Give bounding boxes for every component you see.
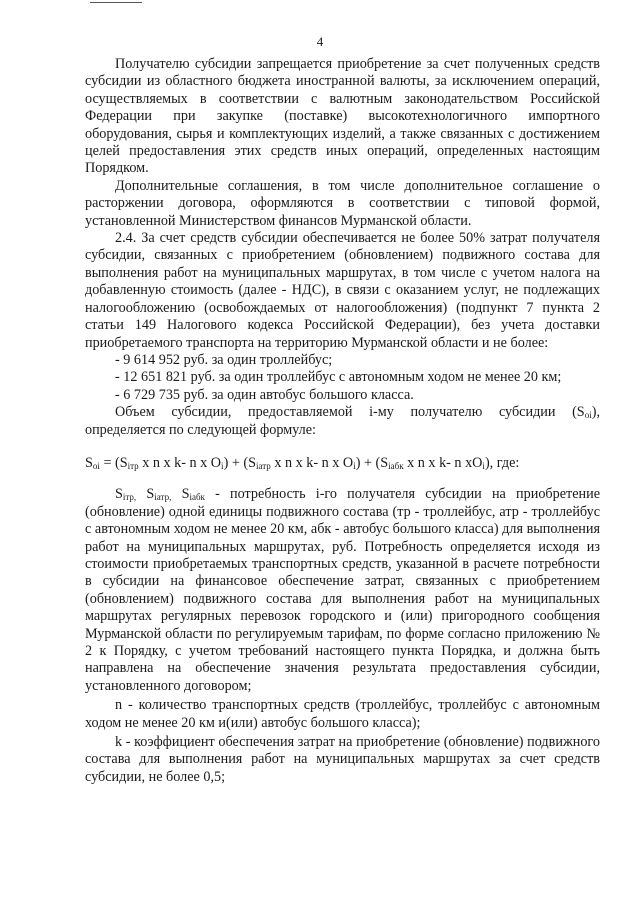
- list-item-trolleybus: - 9 614 952 руб. за один троллейбус;: [115, 351, 333, 368]
- paragraph-currency-prohibition: Получателю субсидии запрещается приобретение за счет полученных средств субсидии из областного бюджета иностранной валюты, за исключением операций, осуществляемых в соответствии с валютным законодательством Российской Федерации при закупке (поставке) высокотехнологичного импортного оборудования, сырья и комплектующих изделий, а также связанных с достижением целей предоставления этих средств иных операций, определенных настоящим Порядком.: [85, 56, 600, 177]
- definition-n: n - количество транспортных средств (троллейбус, троллейбус с автономным ходом не менее 20 км и(или) автобус большого класса);: [85, 697, 600, 731]
- list-item-bus: - 6 729 735 руб. за один автобус большого класса.: [115, 386, 414, 403]
- paragraph-clause-2-4: 2.4. За счет средств субсидии обеспечивается не более 50% затрат получателя субсидии, связанных с приобретением (обновлением) подвижного состава для выполнения работ на муниципальных маршрутах, в том числе с учетом налога на добавленную стоимость (далее - НДС), в связи с оказанием услуг, не подлежащих налогообложению (освобождаемых от налогообложения) (подпункт 7 пункта 2 статьи 149 Налогового кодекса Российской Федерации), без учета доставки приобретаемого транспорта на территорию Мурманской области и не более:: [85, 230, 600, 351]
- list-item-autonomous-trolleybus: - 12 651 821 руб. за один троллейбус с автономным ходом не менее 20 км;: [115, 369, 562, 386]
- definition-s: $S_{iтр,}$ $S_{iатр,}$ $S_{iабк}$ - потребность i-го получателя субсидии на приобретение (обновление) одной единицы подвижного состава (тр - троллейбус, атр - троллейбус с автономным ходом не менее 20 км, абк - автобус большого класса) для выполнения работ на муниципальных маршрутах, руб. Потребность определяется исходя из стоимости приобретаемых транспортных средств, указанной в расчете потребности в субсидии на финансовое обеспечение затрат, связанных с приобретением (обновлением) подвижного состава для выполнения работ на муниципальных маршрутах регулярных перевозок городского и (или) пригородного сообщения Мурманской области по регулируемым тарифам, по форме согласно приложению № 2 к Порядку, с учетом требований настоящего пункта Порядка, и должна быть направлена на обеспечение значения результата предоставления субсидии, установленного договором;: [85, 486, 601, 694]
- document-body: [85, 56, 600, 786]
- paragraph-subsidy-volume: Объем субсидии, предоставляемой i-му получателю субсидии $(S_{oi})$, определяется по следующей формуле:: [85, 404, 600, 438]
- paragraph-additional-agreements: Дополнительные соглашения, в том числе дополнительное соглашение о расторжении договора, оформляются в соответствии с типовой формой, установленной Министерством финансов Мурманской области.: [85, 177, 600, 229]
- page-number: 4: [316, 34, 324, 49]
- subsidy-formula: $S_{oi} = (S_{iтр}$ x n x k- n x $O_i) + (S_{iатр}$ x n x k- n x $O_i) + (S_{iабк}$ x n x k- n $xO_i$), где:: [85, 454, 520, 471]
- definition-k: k - коэффициент обеспечения затрат на приобретение (обновление) подвижного состава для выполнения работ на муниципальных маршрутах за счет средств субсидии, не более 0,5;: [85, 734, 600, 785]
- top-rule: [90, 2, 142, 3]
